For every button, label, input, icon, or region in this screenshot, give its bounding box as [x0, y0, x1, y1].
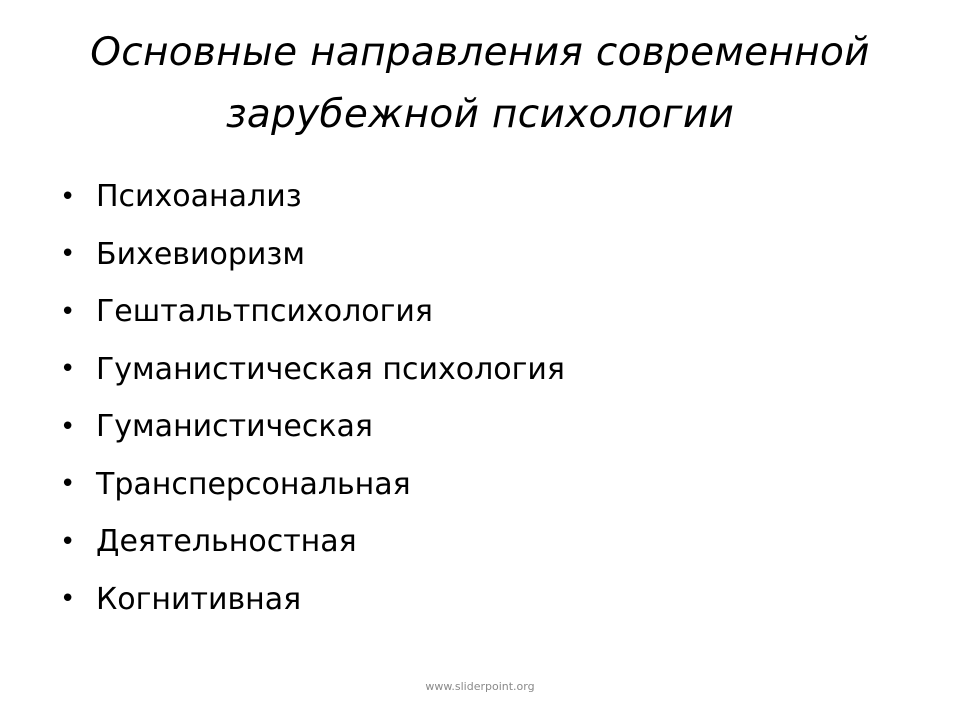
bullet-icon: • [60, 584, 76, 615]
list-item [60, 398, 920, 456]
title-line-2: зарубежной психологии [225, 92, 735, 137]
list-item-text: Бихевиоризм [96, 236, 305, 272]
bullet-icon: • [60, 354, 76, 385]
bullet-icon: • [60, 411, 76, 442]
bullet-icon: • [60, 239, 76, 270]
list-item [60, 283, 920, 341]
list-item [60, 168, 920, 226]
list-item [60, 513, 920, 571]
list-item-text: Гуманистическая [96, 409, 373, 445]
footer-watermark: www.sliderpoint.org [425, 680, 535, 693]
title-line-1: Основные направления современной [90, 30, 870, 75]
slide-title [40, 22, 920, 146]
bullet-icon: • [60, 181, 76, 212]
list-item [60, 226, 920, 284]
list-item-text: Гештальтпсихология [96, 294, 433, 330]
list-item-text: Когнитивная [96, 581, 302, 617]
list-item [60, 571, 920, 629]
list-item-text: Гуманистическая психология [96, 351, 565, 387]
bullet-list [60, 168, 920, 628]
bullet-icon: • [60, 296, 76, 327]
list-item [60, 341, 920, 399]
list-item [60, 456, 920, 514]
list-item-text: Психоанализ [96, 179, 302, 215]
bullet-icon: • [60, 469, 76, 500]
list-item-text: Трансперсональная [96, 466, 411, 502]
bullet-icon: • [60, 526, 76, 557]
list-item-text: Деятельностная [96, 524, 357, 560]
